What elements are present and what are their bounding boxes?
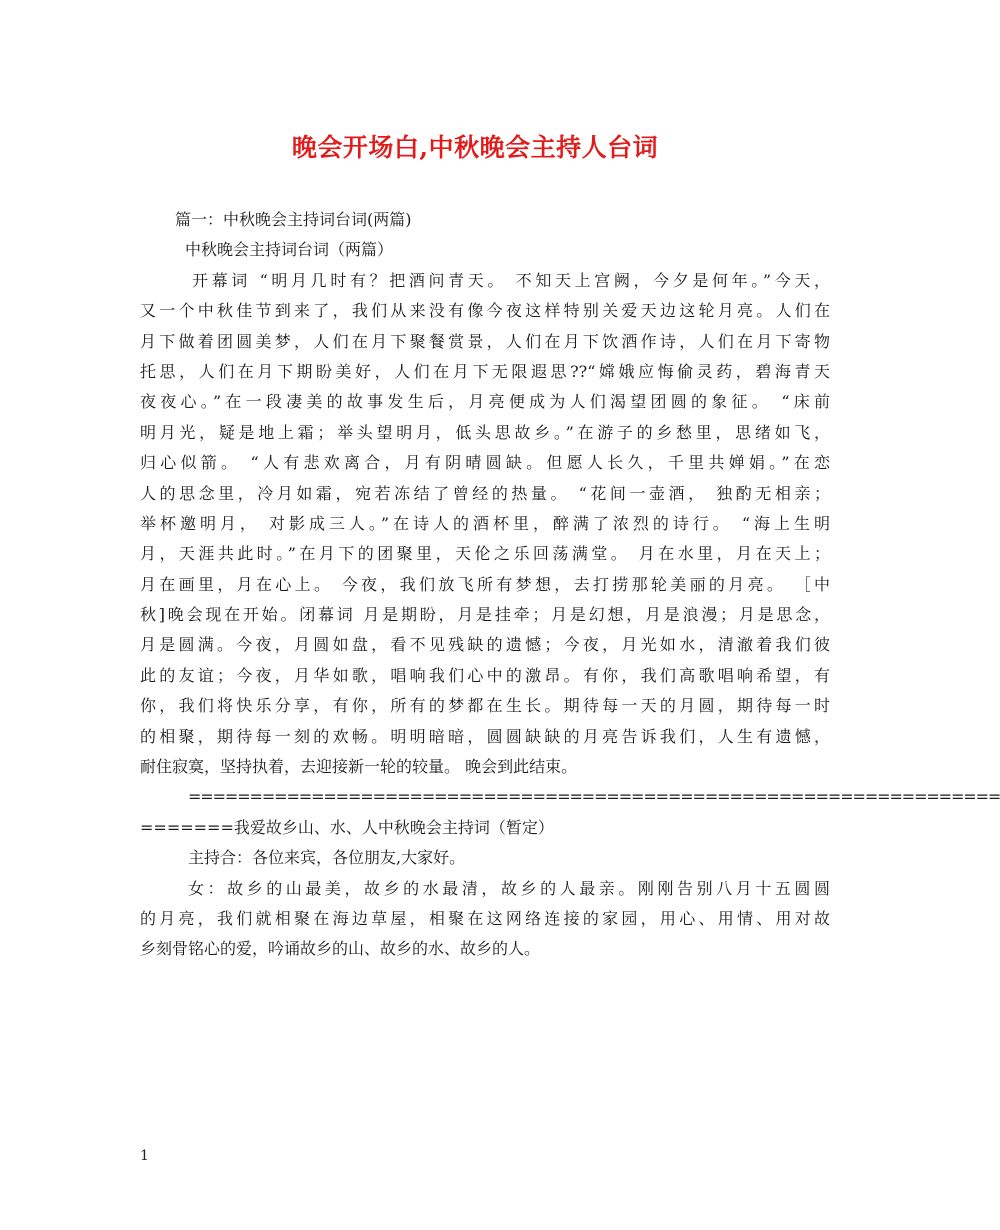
paragraph-line: 夜夜心。”在一段凄美的故事发生后，月亮便成为人们渴望团圆的象征。 “床前 [140, 392, 830, 412]
separator-line: ================================================================== [188, 787, 1000, 807]
paragraph-line: 此的友谊；今夜，月华如歌，唱响我们心中的激昂。有你，我们高歌唱响希望，有 [140, 665, 830, 685]
paragraph-line: 秋]晚会现在开始。闭幕词 月是期盼，月是挂牵；月是幻想，月是浪漫；月是思念， [140, 605, 830, 625]
paragraph-line: 托思，人们在月下期盼美好，人们在月下无限遐思??“嫦娥应悔偷灵药，碧海青天 [140, 361, 830, 381]
paragraph-line: 月在画里，月在心上。 今夜，我们放飞所有梦想，去打捞那轮美丽的月亮。 ［中 [140, 574, 830, 594]
section-heading-separated: =======我爱故乡山、水、人中秋晚会主持词（暂定） [140, 817, 554, 837]
paragraph-line: 月是圆满。今夜，月圆如盘，看不见残缺的遗憾；今夜，月光如水，清澈着我们彼 [140, 635, 830, 655]
section-subheading: 中秋晚会主持词台词（两篇） [185, 240, 394, 260]
paragraph-line: 又一个中秋佳节到来了，我们从来没有像今夜这样特别关爱天边这轮月亮。人们在 [140, 301, 830, 321]
paragraph-line: 举杯邀明月， 对影成三人。”在诗人的酒杯里，醉满了浓烈的诗行。 “海上生明 [140, 513, 830, 533]
paragraph-line: 耐住寂寞，坚持执着，去迎接新一轮的较量。 晚会到此结束。 [140, 757, 578, 777]
paragraph-line: 月，天涯共此时。”在月下的团聚里，天伦之乐回荡满堂。 月在水里，月在天上； [140, 544, 830, 564]
paragraph-line: 你，我们将快乐分享，有你，所有的梦都在生长。期待每一天的月圆，期待每一时 [140, 696, 830, 716]
paragraph-line: 开幕词 “明月几时有？把酒问青天。 不知天上宫阙，今夕是何年。”今天， [192, 270, 830, 290]
document-title: 晚会开场白,中秋晚会主持人台词 [291, 133, 659, 162]
paragraph-line: 月下做着团圆美梦，人们在月下聚餐赏景，人们在月下饮酒作诗，人们在月下寄物 [140, 331, 830, 351]
paragraph-line: 的相聚，期待每一刻的欢畅。明明暗暗，圆圆缺缺的月亮告诉我们，人生有遗憾， [140, 726, 830, 746]
section-heading: 篇一：中秋晚会主持词台词(两篇) [175, 210, 412, 229]
paragraph-line: 归心似箭。 “人有悲欢离合，月有阴晴圆缺。但愿人长久，千里共婵娟。”在恋 [140, 453, 830, 473]
paragraph-line: 乡刻骨铭心的爱，吟诵故乡的山、故乡的水、故乡的人。 [140, 939, 541, 959]
paragraph-line: 女：故乡的山最美，故乡的水最清，故乡的人最亲。刚刚告别八月十五圆圆 [188, 878, 830, 898]
paragraph-line: 人的思念里，冷月如霜，宛若冻结了曾经的热量。 “花间一壶酒， 独酌无相亲； [140, 483, 830, 503]
paragraph-line: 的月亮，我们就相聚在海边草屋，相聚在这网络连接的家园，用心、用情、用对故 [140, 908, 830, 928]
page-number: 1 [140, 1148, 149, 1164]
document-body [140, 205, 1000, 965]
paragraph-line: 明月光，疑是地上霜；举头望明月，低头思故乡。”在游子的乡愁里，思绪如飞， [140, 422, 830, 442]
paragraph-line: 主持合：各位来宾，各位朋友,大家好。 [188, 848, 466, 868]
